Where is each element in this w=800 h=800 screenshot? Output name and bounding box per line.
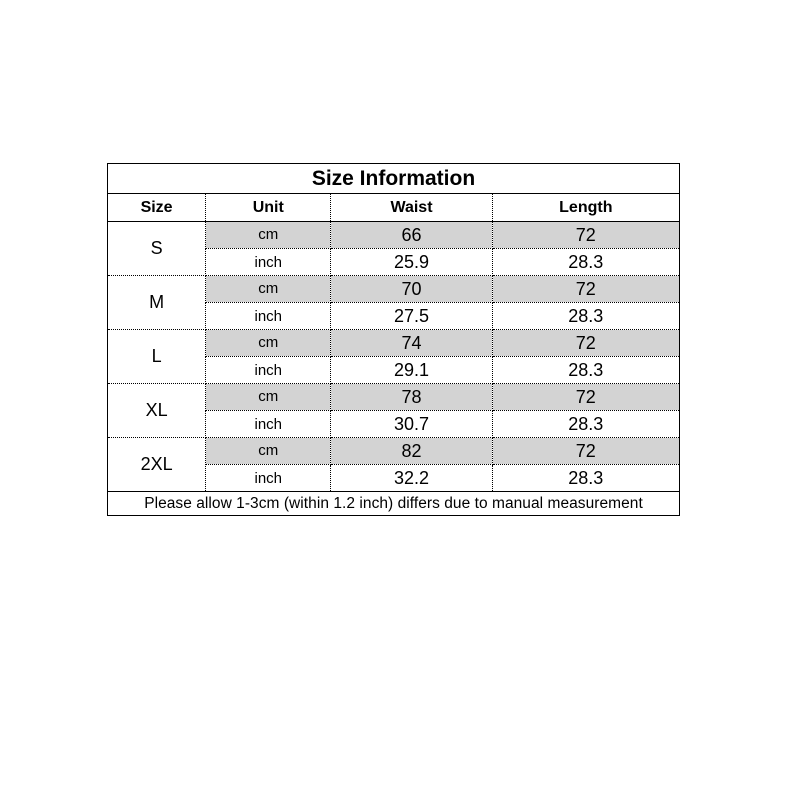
unit-cell: cm [206,384,331,411]
length-cell: 28.3 [492,357,679,384]
length-cell: 72 [492,276,679,303]
length-cell: 28.3 [492,303,679,330]
waist-cell: 25.9 [331,249,492,276]
size-label: XL [108,384,206,438]
table-row [108,330,680,357]
unit-cell: cm [206,276,331,303]
length-cell: 72 [492,330,679,357]
table-row [108,438,680,465]
header-waist: Waist [331,194,492,222]
waist-cell: 29.1 [331,357,492,384]
unit-cell: inch [206,303,331,330]
unit-cell: cm [206,330,331,357]
waist-cell: 70 [331,276,492,303]
unit-cell: cm [206,222,331,249]
table-row [108,222,680,249]
length-cell: 28.3 [492,249,679,276]
table-row [108,384,680,411]
measurement-note: Please allow 1-3cm (within 1.2 inch) differs due to manual measurement [108,492,680,516]
length-cell: 72 [492,384,679,411]
header-size: Size [108,194,206,222]
waist-cell: 74 [331,330,492,357]
unit-cell: inch [206,357,331,384]
header-unit: Unit [206,194,331,222]
length-cell: 72 [492,222,679,249]
size-label: L [108,330,206,384]
header-length: Length [492,194,679,222]
length-cell: 28.3 [492,411,679,438]
waist-cell: 66 [331,222,492,249]
table-row [108,276,680,303]
table-title: Size Information [108,164,680,194]
waist-cell: 32.2 [331,465,492,492]
waist-cell: 30.7 [331,411,492,438]
length-cell: 28.3 [492,465,679,492]
waist-cell: 78 [331,384,492,411]
size-information-table [107,163,680,516]
length-cell: 72 [492,438,679,465]
size-label: M [108,276,206,330]
unit-cell: cm [206,438,331,465]
size-label: 2XL [108,438,206,492]
waist-cell: 82 [331,438,492,465]
unit-cell: inch [206,465,331,492]
unit-cell: inch [206,249,331,276]
unit-cell: inch [206,411,331,438]
waist-cell: 27.5 [331,303,492,330]
size-label: S [108,222,206,276]
